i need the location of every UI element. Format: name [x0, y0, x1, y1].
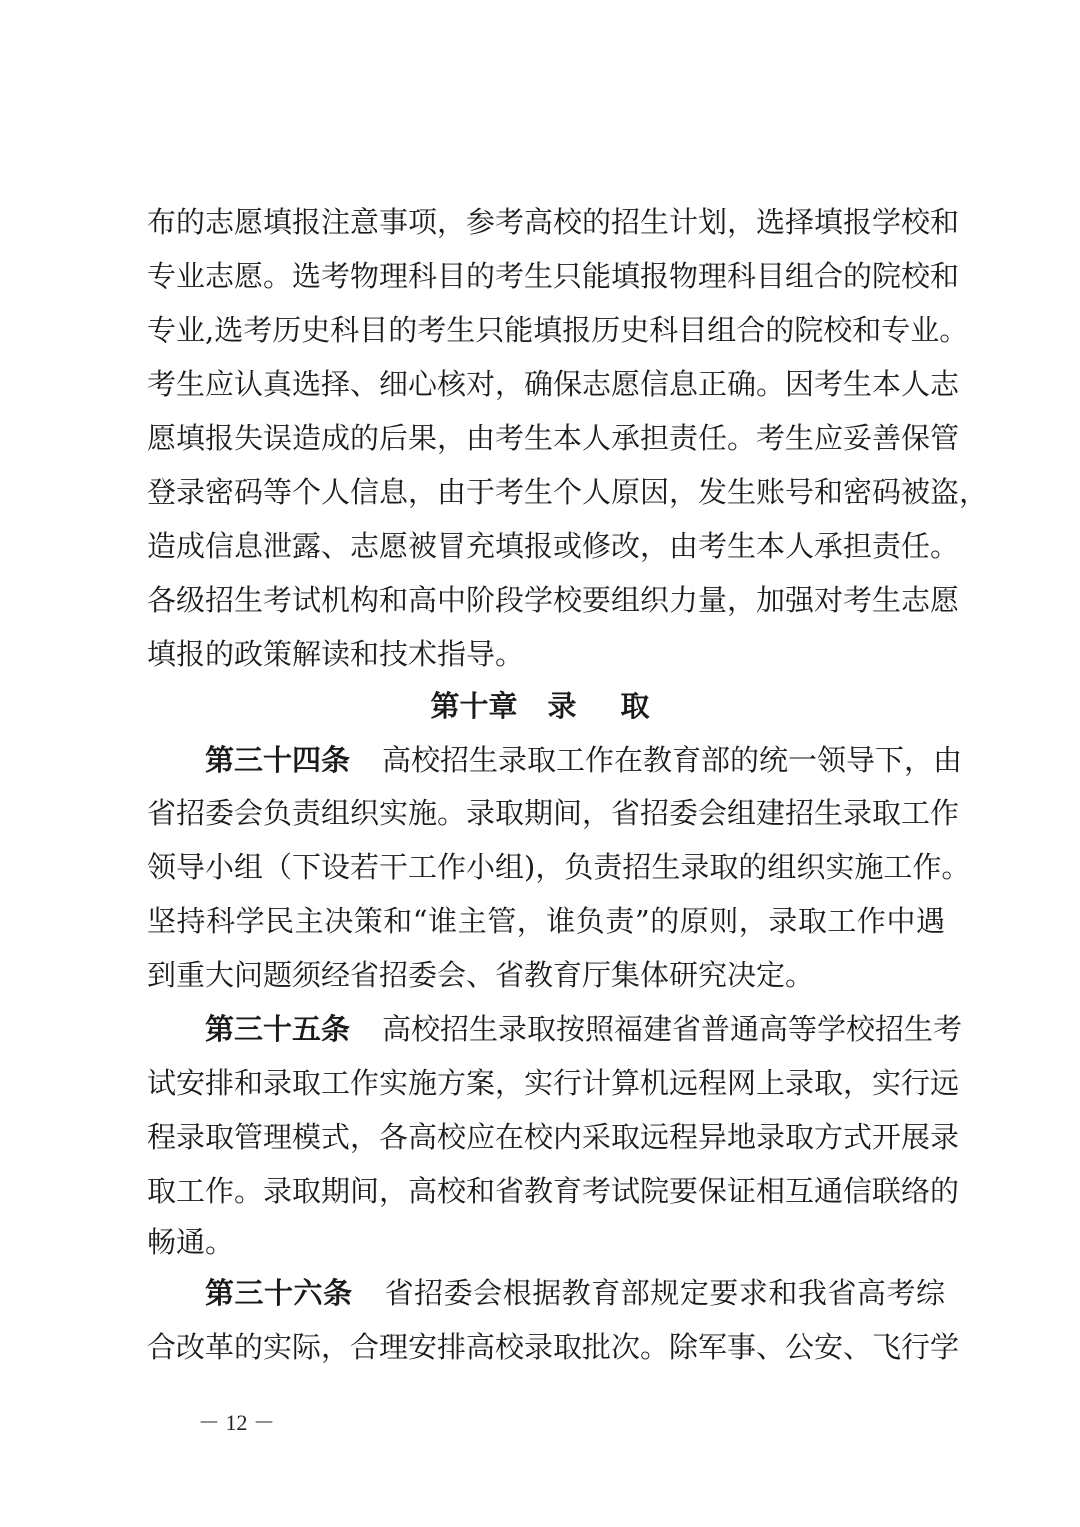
text-line: 考生应认真选择、细心核对，确保志愿信息正确。因考生本人志 [147, 367, 960, 401]
text-line: 试安排和录取工作实施方案，实行计算机远程网上录取，实行远 [147, 1066, 960, 1100]
text-line: 专业,选考历史科目的考生只能填报历史科目组合的院校和专业。 [147, 313, 969, 347]
text-line: 布的志愿填报注意事项，参考高校的招生计划，选择填报学校和 [147, 205, 960, 239]
text-line: 合改革的实际，合理安排高校录取批次。除军事、公安、飞行学 [147, 1330, 960, 1364]
text-line: 取工作。录取期间，高校和省教育考试院要保证相互通信联络的 [147, 1174, 960, 1208]
chapter-title-char: 录 [547, 689, 577, 723]
text-line: 程录取管理模式，各高校应在校内采取远程异地录取方式开展录 [147, 1120, 960, 1154]
article-text: 高校招生录取按照福建省普通高等学校招生考 [382, 1012, 963, 1046]
text-line: 各级招生考试机构和高中阶段学校要组织力量，加强对考生志愿 [147, 583, 960, 617]
text-line: 造成信息泄露、志愿被冒充填报或修改，由考生本人承担责任。 [147, 529, 960, 563]
text-line: 畅通。 [147, 1225, 235, 1259]
text-line: 愿填报失误造成的后果，由考生本人承担责任。考生应妥善保管 [147, 421, 960, 455]
page-number: － 12 － [198, 1410, 276, 1435]
article-label: 第三十四条 [205, 743, 351, 777]
chapter-title-char: 取 [620, 689, 650, 723]
article-text: 高校招生录取工作在教育部的统一领导下，由 [382, 743, 963, 777]
chapter-number: 第十章 [430, 689, 518, 723]
article-label: 第三十五条 [205, 1012, 351, 1046]
article-text: 省招委会根据教育部规定要求和我省高考综 [384, 1276, 945, 1310]
article-first-line [205, 1002, 963, 1056]
article-first-line [205, 1266, 945, 1320]
text-line: 领导小组（下设若干工作小组)，负责招生录取的组织实施工作。 [147, 850, 971, 884]
chapter-heading [0, 679, 1080, 733]
article-label: 第三十六条 [205, 1276, 353, 1310]
text-line: 登录密码等个人信息，由于考生个人原因，发生账号和密码被盗， [147, 475, 989, 509]
text-line: 专业志愿。选考物理科目的考生只能填报物理科目组合的院校和 [147, 259, 960, 293]
article-first-line [205, 733, 963, 787]
text-line: 到重大问题须经省招委会、省教育厅集体研究决定。 [147, 958, 815, 992]
text-line: 填报的政策解读和技术指导。 [147, 637, 525, 671]
text-line: 坚持科学民主决策和“谁主管，谁负责”的原则，录取工作中遇 [147, 904, 945, 938]
text-line: 省招委会负责组织实施。录取期间，省招委会组建招生录取工作 [147, 796, 960, 830]
